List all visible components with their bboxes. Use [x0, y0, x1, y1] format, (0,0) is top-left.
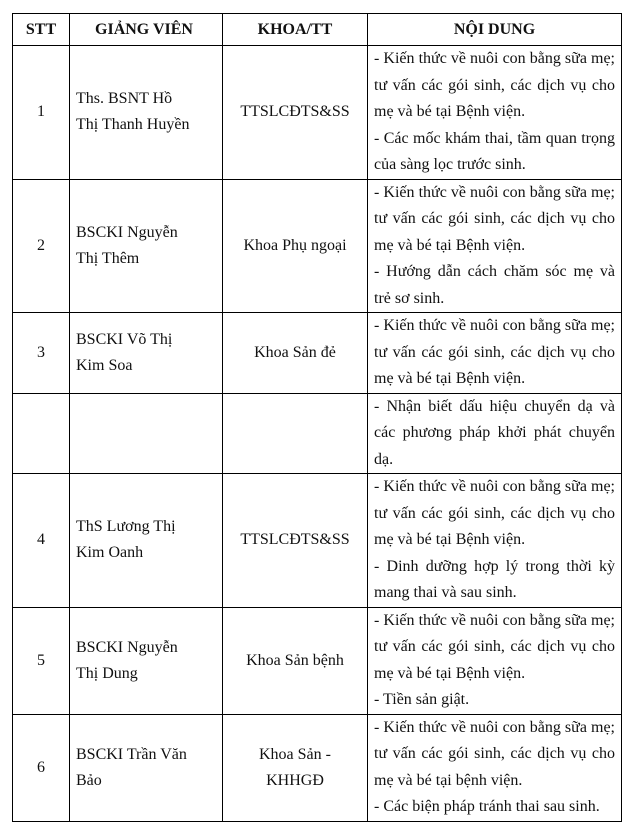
- table-row: [13, 714, 622, 821]
- table-row: [13, 393, 622, 474]
- lecturer-table: [12, 13, 622, 822]
- table-row: [13, 179, 622, 313]
- department-line: Khoa Sản bệnh: [246, 651, 344, 669]
- cell-stt: [13, 393, 70, 474]
- lecturer-name-line: Ths. BSNT Hồ: [76, 90, 173, 108]
- header-noi-dung: NỘI DUNG: [368, 14, 622, 46]
- stt-value: 3: [37, 343, 45, 361]
- content-item: - Các biện pháp tránh thai sau sinh.: [374, 798, 600, 815]
- cell-giang-vien: [70, 313, 223, 394]
- lecturer-name-line: Kim Soa: [76, 356, 133, 374]
- header-giang-vien: GIẢNG VIÊN: [70, 14, 223, 46]
- content-item: - Kiến thức về nuôi con bằng sữa mẹ; tư vấn các gói sinh, các dịch vụ cho mẹ và bé tại Bệnh viện.: [374, 317, 615, 387]
- header-khoa: KHOA/TT: [223, 14, 368, 46]
- department-line: TTSLCĐTS&SS: [240, 531, 350, 549]
- table-row: [13, 474, 622, 608]
- stt-value: 6: [37, 758, 45, 776]
- department-line: KHHGĐ: [266, 771, 324, 789]
- content-item: - Kiến thức về nuôi con bằng sữa mẹ; tư vấn các gói sinh, các dịch vụ cho mẹ và bé tại Bệnh viện.: [374, 50, 615, 120]
- lecturer-name-line: Kim Oanh: [76, 544, 144, 562]
- cell-giang-vien: [70, 607, 223, 714]
- content-item: - Kiến thức về nuôi con bằng sữa mẹ; tư vấn các gói sinh, các dịch vụ cho mẹ và bé tại Bệnh viện.: [374, 183, 615, 254]
- department-line: Khoa Sản -: [259, 745, 331, 763]
- cell-khoa: [223, 607, 368, 714]
- cell-stt: [13, 313, 70, 394]
- cell-giang-vien: [70, 714, 223, 821]
- cell-khoa: [223, 313, 368, 394]
- cell-giang-vien: [70, 179, 223, 313]
- cell-noi-dung: [368, 179, 622, 313]
- content-item: - Nhận biết dấu hiệu chuyển dạ và các phương pháp khởi phát chuyển dạ.: [374, 397, 615, 468]
- cell-noi-dung: [368, 393, 622, 474]
- content-item: - Hướng dẫn cách chăm sóc mẹ và trẻ sơ sinh.: [374, 263, 615, 307]
- content-item: - Dinh dưỡng hợp lý trong thời kỳ mang thai và sau sinh.: [374, 557, 615, 601]
- cell-stt: [13, 474, 70, 608]
- header-stt: STT: [13, 14, 70, 46]
- stt-value: 5: [37, 651, 45, 669]
- lecturer-name-line: Thị Thanh Huyền: [76, 116, 190, 134]
- cell-noi-dung: [368, 607, 622, 714]
- cell-stt: [13, 714, 70, 821]
- cell-khoa: [223, 393, 368, 474]
- content-item: - Tiền sản giật.: [374, 691, 470, 708]
- content-item: - Kiến thức về nuôi con bằng sữa mẹ; tư vấn các gói sinh, các dịch vụ cho mẹ và bé tại Bệnh viện.: [374, 611, 615, 682]
- table-header-row: [13, 14, 622, 46]
- stt-value: 2: [37, 236, 45, 254]
- table-row: [13, 313, 622, 394]
- department-line: TTSLCĐTS&SS: [240, 103, 350, 121]
- cell-khoa: [223, 179, 368, 313]
- cell-noi-dung: [368, 313, 622, 394]
- cell-noi-dung: [368, 714, 622, 821]
- cell-stt: [13, 46, 70, 180]
- cell-stt: [13, 607, 70, 714]
- cell-khoa: [223, 46, 368, 180]
- stt-value: 4: [37, 531, 45, 549]
- cell-noi-dung: [368, 46, 622, 180]
- cell-khoa: [223, 714, 368, 821]
- table-row: [13, 607, 622, 714]
- lecturer-name-line: Bảo: [76, 771, 102, 789]
- cell-stt: [13, 179, 70, 313]
- cell-khoa: [223, 474, 368, 608]
- lecturer-name-line: Thị Dung: [76, 664, 138, 682]
- stt-value: 1: [37, 103, 45, 121]
- lecturer-name-line: BSCKI Võ Thị: [76, 330, 173, 348]
- lecturer-name-line: ThS Lương Thị: [76, 518, 176, 536]
- cell-giang-vien: [70, 393, 223, 474]
- lecturer-name-line: BSCKI Trần Văn: [76, 745, 187, 763]
- content-item: - Kiến thức về nuôi con bằng sữa mẹ; tư vấn các gói sinh, các dịch vụ cho mẹ và bé tại bệnh viện.: [374, 718, 615, 789]
- content-item: - Kiến thức về nuôi con bằng sữa mẹ; tư vấn các gói sinh, các dịch vụ cho mẹ và bé tại Bệnh viện.: [374, 478, 615, 548]
- department-line: Khoa Phụ ngoại: [243, 236, 347, 254]
- department-line: Khoa Sản đẻ: [254, 343, 336, 361]
- lecturer-name-line: BSCKI Nguyễn: [76, 638, 178, 656]
- cell-giang-vien: [70, 46, 223, 180]
- lecturer-name-line: Thị Thêm: [76, 249, 140, 267]
- cell-noi-dung: [368, 474, 622, 608]
- lecturer-name-line: BSCKI Nguyễn: [76, 223, 178, 241]
- content-item: - Các mốc khám thai, tầm quan trọng của sàng lọc trước sinh.: [374, 129, 615, 173]
- cell-giang-vien: [70, 474, 223, 608]
- table-row: [13, 46, 622, 180]
